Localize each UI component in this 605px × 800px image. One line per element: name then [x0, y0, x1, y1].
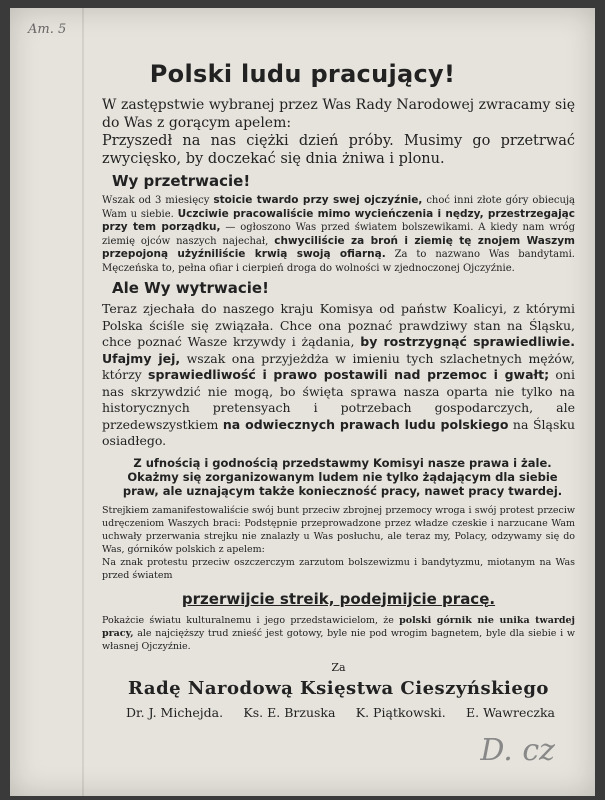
commission-appeal: Z ufnością i godnością przedstawmy Komisyi nasze prawa i żale. Okażmy się zorganizowanym ludem nie tylko żądającym dla siebie praw, ale uznającym także konieczność pracy, nawet pracy twardej.: [122, 455, 563, 498]
s1-text-b: choć inni złote góry obiecują Wam u siebie.: [102, 195, 576, 220]
section2-heading: Ale Wy wytrwacie!: [112, 279, 269, 297]
za-label: Za: [331, 660, 346, 674]
s2-bold-b: sprawiedliwość i prawo postawili nad przemoc i gwałt;: [148, 367, 550, 382]
s2-text-a: Teraz zjechała do naszego kraju Komisya od państw Koalicyi, z którymi Polska ściśle się związała. Chce ona poznać prawdziwy stan na Śląsku, chce poznać Wasze krzywdy i żądania,: [102, 301, 575, 349]
protest-paragraph: Na znak protestu przeciw oszczerczym zarzutom bolszewizmu i bandytyzmu, miotanym na Was przed światem: [102, 556, 575, 581]
leaflet-content: [30, 60, 575, 720]
closing-bold-a: polski górnik nie unika twardej pracy,: [102, 614, 575, 639]
intro-appeal: Przyszedł na nas ciężki dzień próby. Musimy go przetrwać zwycięsko, by doczekać się dnia żniwa i plonu.: [102, 133, 575, 167]
closing-text-a: Pokażcie światu kulturalnemu i jego przedstawicielom, że: [102, 614, 400, 626]
section1-heading: Wy przetrwacie!: [112, 172, 251, 190]
s2-bold-a: by rostrzygnąć sprawiedliwie. Ufajmy jej,: [102, 334, 575, 366]
signature: E. Wawreczka: [466, 704, 555, 720]
s1-text-a: Wszak od 3 miesięcy: [102, 195, 214, 206]
leaflet-page: [10, 8, 595, 796]
council-name: Radę Narodową Księstwa Cieszyńskiego: [128, 677, 549, 699]
intro-line: [102, 96, 575, 132]
signature: Ks. E. Brzuska: [243, 704, 336, 720]
closing-text-b: ale najcięższy trud znieść jest gotowy, byle nie pod wrogim bagnetem, byle dla siebie i w własnej Ojczyźnie.: [102, 627, 575, 652]
section2-paragraph: [102, 301, 575, 450]
s1-bold-a: stoicie twardo przy swej ojczyźnie,: [213, 194, 423, 206]
strike-call: przerwijcie streik, podejmijcie pracę.: [181, 589, 496, 608]
s2-bold-c: na odwiecznych prawach ludu polskiego: [222, 416, 509, 432]
signatures: [126, 705, 555, 720]
signature: Dr. J. Michejda.: [126, 704, 224, 720]
strike-paragraph: Strejkiem zamanifestowaliście swój bunt przeciw zbrojnej przemocy wroga i swój protest przeciw udręczeniom Waszych braci: Podstępnie przeprowadzone przez władze czeskie i narzucane Wam uchwały przerwania strejku nie znalazły u Was posłuchu, ale teraz my, Polacy, odzywamy się do Was, górników polskich z apelem:: [102, 504, 575, 555]
signature: K. Piątkowski.: [355, 704, 446, 720]
s1-text-c: — ogłoszono Was przed światem bolszewikami. A kiedy nam wróg ziemię ojców naszych najechał,: [102, 222, 575, 247]
handwritten-note-top: Am. 5: [28, 22, 67, 37]
s2-text-c: oni nas skrzywdzić nie mogą, bo święta sprawa nasza oparta nie tylko na historycznych pretensyach i potrzebach gospodarczych, ale przedewszystkiem: [102, 367, 575, 432]
section1-paragraph: [102, 194, 575, 275]
s1-text-d: Za to nazwano Was bandytami. Męczeńska to, pełna ofiar i cierpień droga do wolności w zjednoczonej Ojczyźnie.: [102, 249, 575, 274]
s1-bold-b: Uczciwie pracowaliście mimo wycieńczenia i nędzy, przestrzegając przy tem porządku,: [102, 207, 575, 233]
s1-bold-c: chwyciliście za broń i ziemię tę znojem Waszym przepojoną użyźniliście krwią swoją ofiarną.: [102, 234, 576, 260]
handwritten-note-bottom: D. cz: [480, 733, 555, 768]
closing-paragraph: [102, 614, 575, 653]
s2-text-d: na Śląsku osiadłego.: [102, 416, 575, 448]
s2-text-b: wszak ona przyjeżdża w imieniu tych szlachetnych mężów, którzy: [102, 350, 575, 382]
intro-text: W zastępstwie wybranej przez Was Rady Narodowej zwracamy się do Was z gorącym apelem:: [102, 97, 575, 131]
headline: Polski ludu pracujący!: [149, 60, 456, 88]
